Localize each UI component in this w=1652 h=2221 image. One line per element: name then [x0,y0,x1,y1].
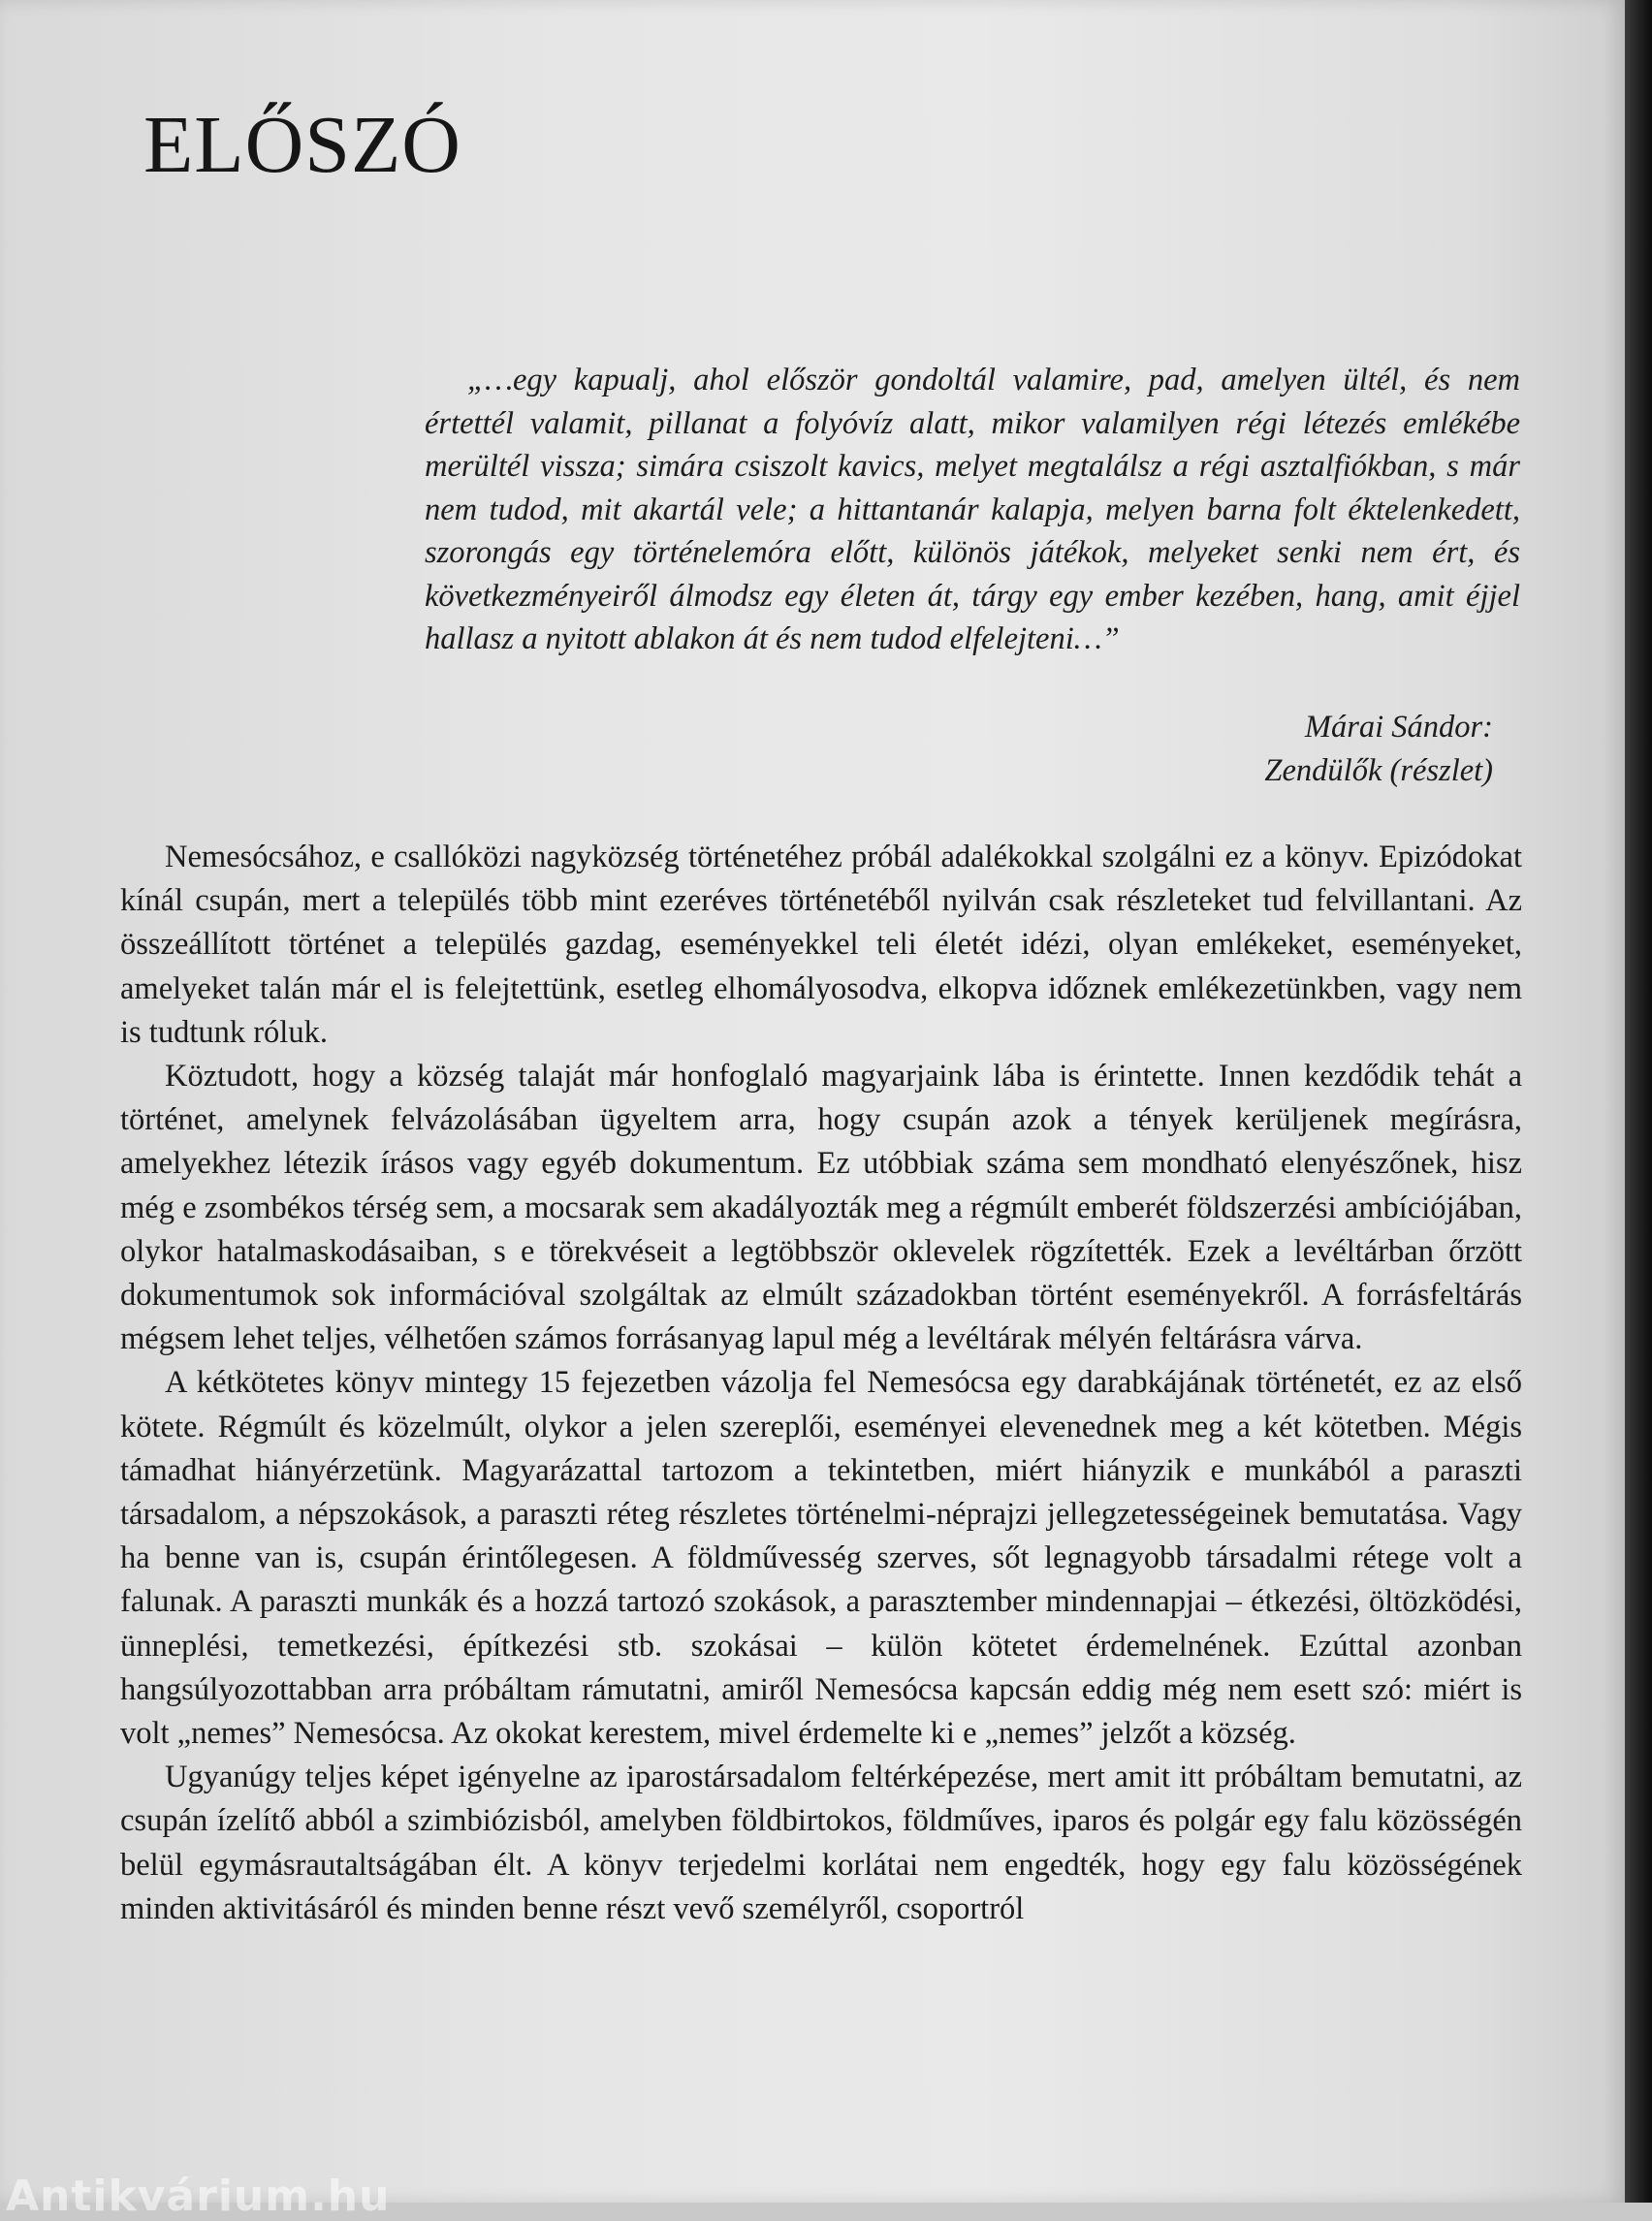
page-title: ELŐSZÓ [143,100,461,190]
paragraph: A kétkötetes könyv mintegy 15 fejezetben vázolja fel Nemesócsa egy darabkájának történetét, ez az első kötete. Régmúlt és közelmúlt, olykor a jelen szereplői, eseményei elevenednek meg a két kötetben. Mégis támadhat hiányérzetünk. Magyarázattal tartozom a tekintetben, miért hiányzik e munkából a paraszti társadalom, a népszokások, a paraszti réteg részletes történelmi-néprajzi jellegzetességeinek bemutatása. Vagy ha benne van is, csupán érintőlegesen. A földművesség szerves, sőt legnagyobb társadalmi rétege volt a falunak. A paraszti munkák és a hozzá tartozó szokások, a parasztember mindennapjai – étkezési, öltözködési, ünneplési, temetkezési, építkezési stb. szokásai – külön kötetet érdemelnének. Ezúttal azonban hangsúlyozottabban arra próbáltam rámutatni, amiről Nemesócsa kapcsán eddig még nem esett szó: miért is volt „nemes” Nemesócsa. Az okokat kerestem, mivel érdemelte ki e „nemes” jelzőt a község. [120,1365,1522,1752]
epigraph-quote: „…egy kapualj, ahol először gondoltál valamire, pad, amelyen ültél, és nem értettél valamit, pillanat a folyóvíz alatt, mikor valamilyen régi létezés emlékébe merültél vissza; simára csiszolt kavics, melyet megtalálsz a régi asztalfiókban, s már nem tudod, mit akartál vele; a hittantanár kalapja, melyen barna folt éktelenkedett, szorongás egy történelemóra előtt, különös játékok, melyeket senki nem ért, és következményeiről álmodsz egy életen át, tárgy egy ember kezében, hang, amit éjjel hallasz a nyitott ablakon át és nem tudod elfelejteni…” [425,363,1520,656]
paragraph: Köztudott, hogy a község talaját már honfoglaló magyarjaink lába is érintette. Innen kezdődik tehát a történet, amelynek felvázolásában ügyeltem arra, hogy csupán azok a tények kerüljenek megírásra, amelyekhez létezik írásos vagy egyéb dokumentum. Ez utóbbiak száma sem mondható elenyészőnek, hisz még e zsombékos térség sem, a mocsarak sem akadályozták meg a régmúlt emberét földszerzési ambíciójában, olykor hatalmaskodásaiban, s e törekvéseit a legtöbbször oklevelek rögzítették. Ezek a levéltárban őrzött dokumentumok sok információval szolgáltak az elmúlt századokban történt eseményekről. A forrásfeltárás mégsem lehet teljes, vélhetően számos forrásanyag lapul még a levéltárak mélyén feltárásra várva. [120,1059,1522,1357]
body-text [120,836,1522,1931]
book-spine-edge [1625,0,1652,2203]
watermark: Antikvárium.hu [6,2172,391,2221]
paragraph: Nemesócsához, e csallóközi nagyközség történetéhez próbál adalékokkal szolgálni ez a könyv. Epizódokat kínál csupán, mert a település több mint ezeréves történetéből nyilván csak részleteket tud felvillantani. Az összeállított történet a település gazdag, eseményekkel teli életét idézi, olyan emlékeket, eseményeket, amelyeket talán már el is felejtettünk, esetleg elhomályosodva, elkopva időznek emlékezetünkben, vagy nem is tudtunk róluk. [120,840,1522,1050]
quote-author: Márai Sándor: [1304,710,1493,745]
epigraph-attribution [1264,706,1493,793]
quote-source: Zendülők (részlet) [1264,753,1493,788]
paragraph: Ugyanúgy teljes képet igényelne az iparostársadalom feltérképezése, mert amit itt próbáltam bemutatni, az csupán ízelítő abból a szimbiózisból, amelyben földbirtokos, földműves, iparos és polgár egy falu közösségén belül egymásrautaltságában élt. A könyv terjedelmi korlátai nem engedték, hogy egy falu közösségének minden aktivitásáról és minden benne részt vevő személyről, csoportról [120,1760,1522,1926]
